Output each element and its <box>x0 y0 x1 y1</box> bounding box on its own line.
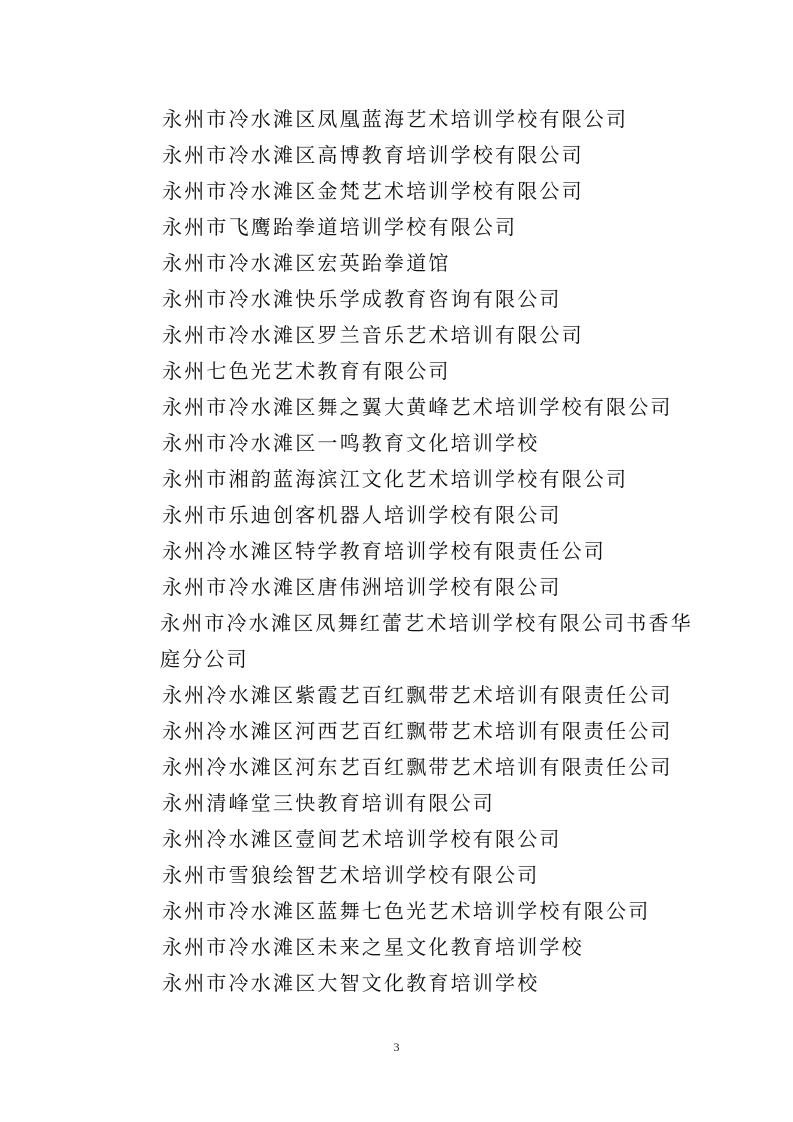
list-item: 永州市冷水滩区舞之翼大黄峰艺术培训学校有限公司 <box>162 395 673 419</box>
list-item: 永州市冷水滩区高博教育培训学校有限公司 <box>162 143 584 167</box>
organization-list <box>162 101 722 1001</box>
list-item: 永州冷水滩区紫霞艺百红飘带艺术培训有限责任公司 <box>162 683 673 707</box>
list-item: 永州冷水滩区河西艺百红飘带艺术培训有限责任公司 <box>162 719 673 743</box>
list-item: 永州市冷水滩区金梵艺术培训学校有限公司 <box>162 179 584 203</box>
list-item: 永州市冷水滩区凤舞红蕾艺术培训学校有限公司书香华庭分公司 <box>160 611 693 671</box>
list-item: 永州七色光艺术教育有限公司 <box>162 359 451 383</box>
list-item: 永州市冷水滩区一鸣教育文化培训学校 <box>162 431 540 455</box>
list-item: 永州市冷水滩区凤凰蓝海艺术培训学校有限公司 <box>162 107 629 131</box>
list-item: 永州市冷水滩区宏英跆拳道馆 <box>162 251 451 275</box>
list-item: 永州市冷水滩快乐学成教育咨询有限公司 <box>162 287 562 311</box>
list-item: 永州市飞鹰跆拳道培训学校有限公司 <box>162 215 518 239</box>
list-item: 永州市湘韵蓝海滨江文化艺术培训学校有限公司 <box>162 467 629 491</box>
list-item: 永州市冷水滩区罗兰音乐艺术培训有限公司 <box>162 323 584 347</box>
list-item: 永州市冷水滩区大智文化教育培训学校 <box>162 971 540 995</box>
list-item: 永州市乐迪创客机器人培训学校有限公司 <box>162 503 562 527</box>
list-item: 永州冷水滩区壹间艺术培训学校有限公司 <box>162 827 562 851</box>
list-item: 永州市冷水滩区未来之星文化教育培训学校 <box>162 935 584 959</box>
page-number: 3 <box>393 1040 400 1054</box>
list-item: 永州市冷水滩区唐伟洲培训学校有限公司 <box>162 575 562 599</box>
list-item: 永州市冷水滩区蓝舞七色光艺术培训学校有限公司 <box>162 899 651 923</box>
list-item: 永州冷水滩区特学教育培训学校有限责任公司 <box>162 539 606 563</box>
list-item: 永州清峰堂三快教育培训有限公司 <box>162 791 495 815</box>
list-item: 永州冷水滩区河东艺百红飘带艺术培训有限责任公司 <box>162 755 673 779</box>
list-item: 永州市雪狼绘智艺术培训学校有限公司 <box>162 863 540 887</box>
